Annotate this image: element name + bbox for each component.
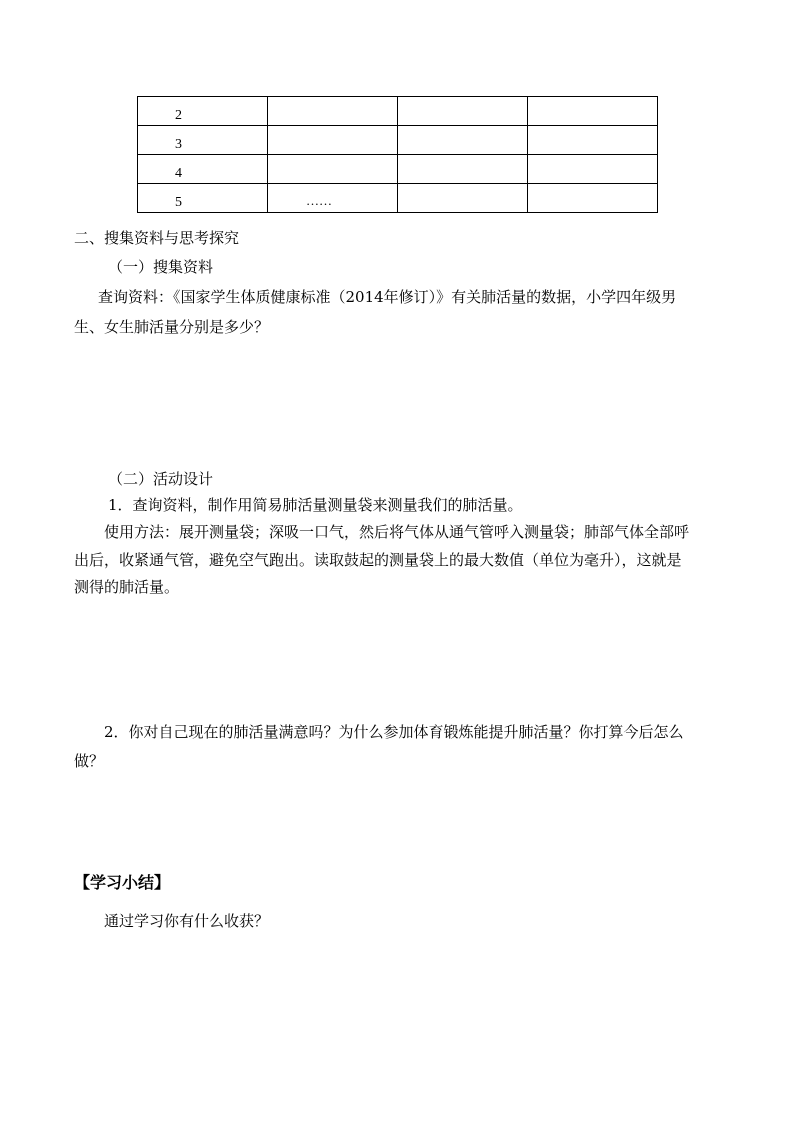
paragraph-line: 生、女生肺活量分别是多少？ xyxy=(74,318,270,336)
table-cell xyxy=(528,155,658,184)
table-cell xyxy=(268,97,398,126)
table-cell xyxy=(138,155,268,184)
row-number: 2 xyxy=(175,108,182,123)
subsection-heading-activity: （二）活动设计 xyxy=(108,470,214,488)
subsection-heading-collect: （一）搜集资料 xyxy=(108,258,214,276)
table-cell xyxy=(528,126,658,155)
row-number: 4 xyxy=(175,166,182,181)
table-cell xyxy=(398,155,528,184)
table-row xyxy=(138,126,658,155)
paragraph-line: 测得的肺活量。 xyxy=(74,578,180,596)
activity-item-1: 1．查询资料，制作用简易肺活量测量袋来测量我们的肺活量。 xyxy=(108,496,523,514)
table-cell xyxy=(398,126,528,155)
table-cell xyxy=(268,126,398,155)
table-cell xyxy=(138,184,268,213)
summary-title: 【学习小结】 xyxy=(74,873,171,892)
table-cell xyxy=(138,97,268,126)
row-number: 5 xyxy=(175,195,182,210)
table-cell xyxy=(528,97,658,126)
table-row xyxy=(138,184,658,213)
table-cell xyxy=(398,184,528,213)
table-cell xyxy=(528,184,658,213)
table-cell xyxy=(138,126,268,155)
table-row xyxy=(138,97,658,126)
ellipsis-text: …… xyxy=(306,193,332,208)
activity-item-2: 2．你对自己现在的肺活量满意吗？为什么参加体育锻炼能提升肺活量？你打算今后怎么 xyxy=(104,723,684,741)
section-heading: 二、搜集资料与思考探究 xyxy=(74,229,240,247)
row-number: 3 xyxy=(175,137,182,152)
table-row xyxy=(138,155,658,184)
paragraph-line: 出后，收紧通气管，避免空气跑出。读取鼓起的测量袋上的最大数值（单位为毫升），这就是 xyxy=(74,551,682,569)
paragraph-line: 使用方法：展开测量袋；深吸一口气，然后将气体从通气管呼入测量袋；肺部气体全部呼 xyxy=(104,523,690,541)
paragraph-line: 查询资料：《国家学生体质健康标准（2014年修订）》有关肺活量的数据，小学四年级男 xyxy=(98,288,677,306)
table-cell xyxy=(398,97,528,126)
table-cell xyxy=(268,184,398,213)
table-cell xyxy=(268,155,398,184)
paragraph-line: 做？ xyxy=(74,752,105,770)
data-table xyxy=(137,96,658,213)
summary-question: 通过学习你有什么收获？ xyxy=(104,912,270,930)
